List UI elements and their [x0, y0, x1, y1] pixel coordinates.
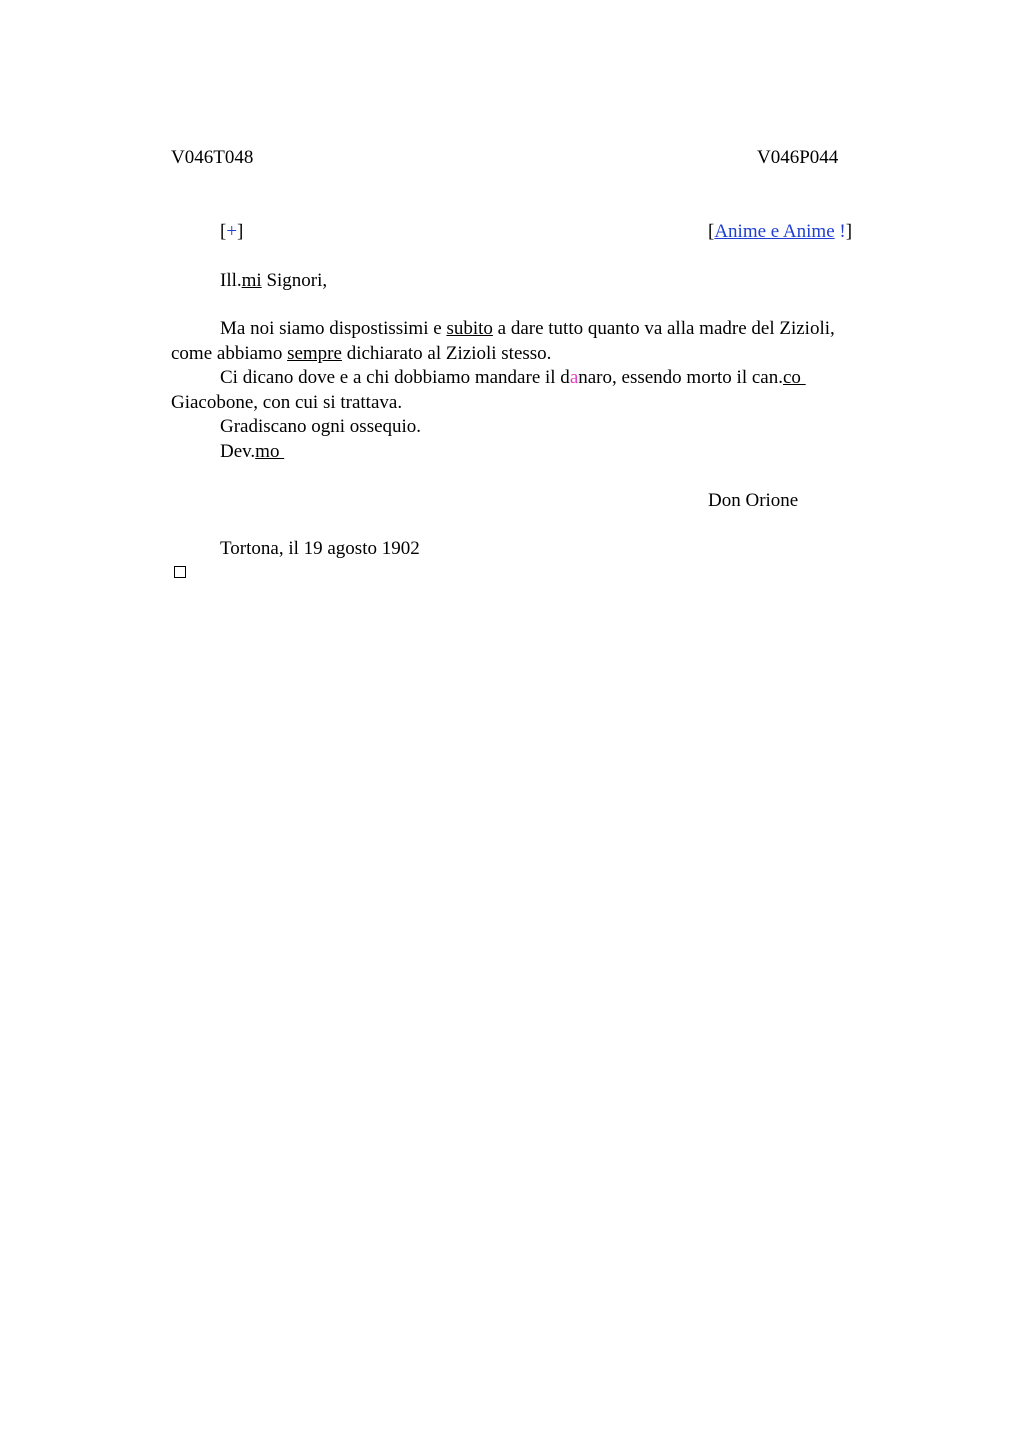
- text-run: dichiarato al Zizioli stesso.: [341, 342, 552, 364]
- salutation: [220, 269, 327, 293]
- text-run: Ci dicano dove e a chi dobbiamo mandare il d: [220, 367, 570, 388]
- letter-paragraph-2: [171, 366, 891, 415]
- anime-link-bang[interactable]: !: [834, 221, 846, 242]
- closing-abbr: mo: [255, 441, 285, 462]
- salutation-suffix: Signori,: [261, 270, 328, 291]
- bracket-open: [: [220, 221, 227, 242]
- text-run: a dare tutto quanto va alla madre del Zizioli,: [492, 318, 835, 339]
- letter-paragraph-1: [171, 317, 891, 366]
- closing-prefix: Dev.: [220, 441, 256, 462]
- expand-plus-link[interactable]: +: [226, 221, 238, 242]
- text-run: Giacobone, con cui si trattava.: [171, 391, 403, 413]
- signature: Don Orione: [708, 490, 799, 511]
- document-code-left: V046T048: [171, 147, 254, 168]
- expand-control: [220, 220, 243, 244]
- closing: [220, 440, 284, 464]
- anime-link-group: [708, 220, 852, 244]
- underlined-word: sempre: [287, 342, 342, 364]
- text-run: naro, essendo morto il can.: [578, 367, 783, 388]
- underlined-abbr: co: [782, 367, 806, 388]
- bracket-close: ]: [845, 221, 853, 242]
- anime-e-anime-link[interactable]: Anime e Anime: [714, 221, 835, 242]
- text-run: come abbiamo: [171, 342, 288, 364]
- bracket-close: ]: [237, 221, 244, 242]
- salutation-abbr: mi: [241, 270, 262, 291]
- text-run: Ma noi siamo dispostissimi e: [220, 318, 447, 339]
- salutation-prefix: Ill.: [220, 270, 242, 291]
- highlighted-letter: a: [569, 367, 579, 388]
- document-code-right: V046P044: [757, 147, 839, 168]
- letter-paragraph-3: Gradiscano ogni ossequio.: [220, 416, 422, 437]
- checkbox-icon[interactable]: [174, 566, 186, 578]
- underlined-word: subito: [446, 318, 493, 339]
- date-line: Tortona, il 19 agosto 1902: [220, 538, 420, 559]
- bracket-open: [: [708, 221, 715, 242]
